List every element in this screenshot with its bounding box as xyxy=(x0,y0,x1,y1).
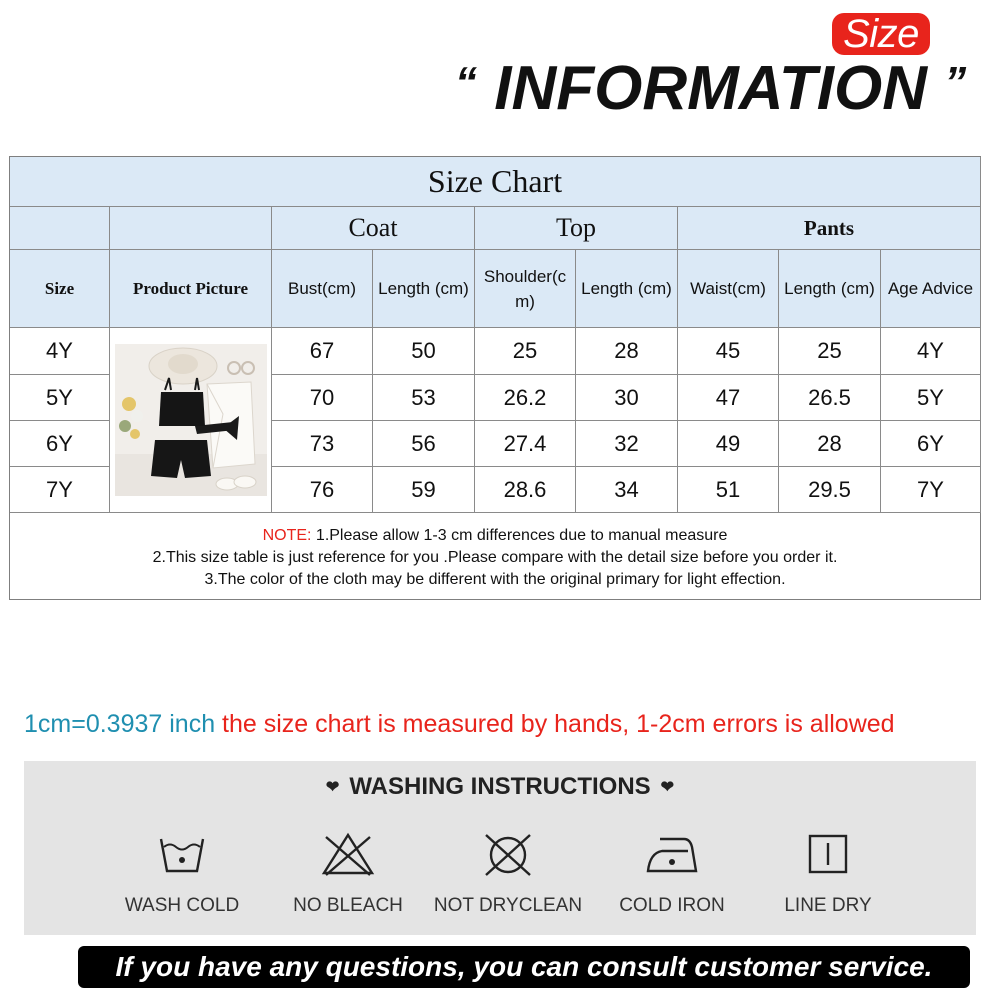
conversion-text: the size chart is measured by hands, 1-2cm errors is allowed xyxy=(215,710,895,738)
col-age-advice: Age Advice xyxy=(881,250,981,328)
washing-title-text: WASHING INSTRUCTIONS xyxy=(349,773,651,800)
cell-size: 6Y xyxy=(10,421,110,467)
chart-title: Size Chart xyxy=(10,157,981,207)
cell-shoulder: 26.2 xyxy=(475,375,576,421)
cell-age: 7Y xyxy=(881,467,981,513)
cell-bust: 76 xyxy=(272,467,373,513)
cell-coat-length: 59 xyxy=(373,467,475,513)
no-bleach-icon xyxy=(320,831,376,879)
cell-top-length: 28 xyxy=(576,328,678,375)
col-bust: Bust(cm) xyxy=(272,250,373,328)
cell-bust: 67 xyxy=(272,328,373,375)
blank-header-cell xyxy=(10,207,110,250)
cell-size: 4Y xyxy=(10,328,110,375)
cell-top-length: 34 xyxy=(576,467,678,513)
heart-icon: ❤ xyxy=(325,779,340,796)
cell-coat-length: 56 xyxy=(373,421,475,467)
conversion-formula: 1cm=0.3937 inch xyxy=(24,710,216,738)
wash-item-line-dry xyxy=(748,831,908,921)
cell-waist: 47 xyxy=(678,375,779,421)
col-product-picture: Product Picture xyxy=(110,250,272,328)
note-line-2: 2.This size table is just reference for you .Please compare with the detail size before you order it. xyxy=(152,549,838,566)
cell-waist: 45 xyxy=(678,328,779,375)
cell-coat-length: 50 xyxy=(373,328,475,375)
size-chart-table xyxy=(9,156,981,600)
cell-size: 7Y xyxy=(10,467,110,513)
cell-coat-length: 53 xyxy=(373,375,475,421)
group-coat: Coat xyxy=(272,207,475,250)
conversion-note xyxy=(24,706,984,742)
size-badge: Size xyxy=(832,13,930,55)
product-photo xyxy=(115,344,267,496)
note-label: NOTE: xyxy=(262,527,312,544)
wash-item-label: WASH COLD xyxy=(124,895,240,916)
line-dry-icon xyxy=(804,831,852,879)
wash-item-cold-iron xyxy=(592,831,752,921)
title-text: INFORMATION xyxy=(494,54,928,123)
cell-waist: 51 xyxy=(678,467,779,513)
page-title xyxy=(455,48,985,123)
cold-iron-icon xyxy=(644,831,700,879)
cell-pants-length: 29.5 xyxy=(779,467,881,513)
washing-instructions xyxy=(24,761,976,935)
wash-item-label: NO BLEACH xyxy=(293,895,403,916)
cell-pants-length: 26.5 xyxy=(779,375,881,421)
outfit-illustration xyxy=(115,344,267,496)
open-quote: “ xyxy=(455,58,477,107)
col-waist: Waist(cm) xyxy=(678,250,779,328)
wash-item-label: COLD IRON xyxy=(619,895,725,916)
group-pants: Pants xyxy=(678,207,981,250)
wash-item-not-dryclean xyxy=(428,831,588,921)
cell-age: 6Y xyxy=(881,421,981,467)
cell-top-length: 30 xyxy=(576,375,678,421)
col-size: Size xyxy=(10,250,110,328)
wash-item-label: LINE DRY xyxy=(784,895,872,916)
blank-header-cell xyxy=(110,207,272,250)
cell-waist: 49 xyxy=(678,421,779,467)
wash-cold-icon xyxy=(157,831,207,879)
product-picture-cell xyxy=(110,328,272,513)
wash-item-no-bleach xyxy=(268,831,428,921)
washing-title xyxy=(24,771,976,803)
cell-size: 5Y xyxy=(10,375,110,421)
cell-age: 5Y xyxy=(881,375,981,421)
wash-item-wash-cold xyxy=(102,831,262,921)
customer-service-banner: If you have any questions, you can consult customer service. xyxy=(78,946,970,988)
col-top-length: Length (cm) xyxy=(576,250,678,328)
cell-shoulder: 28.6 xyxy=(475,467,576,513)
cell-bust: 70 xyxy=(272,375,373,421)
cell-shoulder: 27.4 xyxy=(475,421,576,467)
col-pants-length: Length (cm) xyxy=(779,250,881,328)
group-top: Top xyxy=(475,207,678,250)
cell-top-length: 32 xyxy=(576,421,678,467)
note-line-3: 3.The color of the cloth may be different with the original primary for light effection. xyxy=(204,571,786,588)
cell-bust: 73 xyxy=(272,421,373,467)
col-coat-length: Length (cm) xyxy=(373,250,475,328)
cell-age: 4Y xyxy=(881,328,981,375)
cell-pants-length: 28 xyxy=(779,421,881,467)
heart-icon: ❤ xyxy=(660,779,675,796)
cell-pants-length: 25 xyxy=(779,328,881,375)
not-dryclean-icon xyxy=(480,831,536,879)
close-quote: ” xyxy=(944,58,967,107)
note-line-1: 1.Please allow 1-3 cm differences due to manual measure xyxy=(311,527,728,544)
size-note xyxy=(10,513,980,599)
cell-shoulder: 25 xyxy=(475,328,576,375)
wash-item-label: NOT DRYCLEAN xyxy=(433,895,583,916)
col-shoulder: Shoulder(cm) xyxy=(475,250,576,328)
